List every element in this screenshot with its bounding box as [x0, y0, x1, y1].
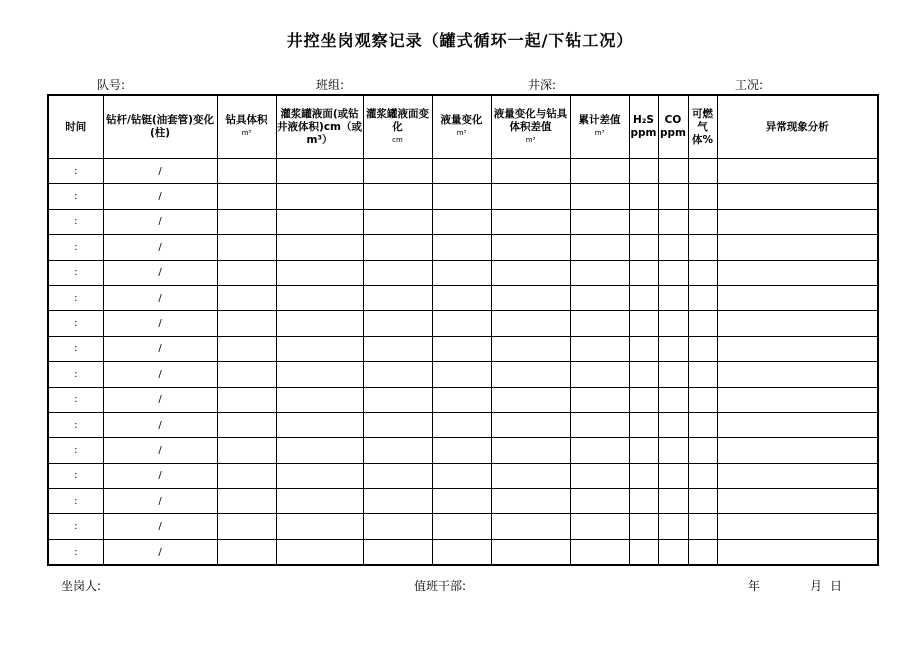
table-cell[interactable] — [717, 412, 878, 437]
table-cell[interactable] — [629, 362, 658, 387]
table-cell[interactable] — [432, 387, 491, 412]
table-cell[interactable] — [658, 260, 688, 285]
table-cell[interactable]: : — [48, 489, 103, 514]
table-cell[interactable] — [629, 387, 658, 412]
table-cell[interactable] — [217, 285, 276, 310]
cadre-label: 值班干部: — [414, 579, 467, 593]
table-cell[interactable] — [363, 235, 432, 260]
table-cell[interactable] — [629, 438, 658, 463]
table-cell[interactable] — [276, 489, 363, 514]
table-cell[interactable] — [629, 209, 658, 234]
table-cell[interactable]: : — [48, 235, 103, 260]
table-cell[interactable] — [276, 539, 363, 565]
table-cell[interactable] — [658, 285, 688, 310]
table-cell[interactable] — [491, 387, 570, 412]
table-cell[interactable]: / — [103, 438, 217, 463]
table-cell[interactable] — [432, 260, 491, 285]
table-cell[interactable]: : — [48, 285, 103, 310]
table-cell[interactable] — [217, 387, 276, 412]
table-cell[interactable]: : — [48, 184, 103, 209]
table-cell[interactable] — [217, 260, 276, 285]
table-cell[interactable] — [688, 184, 717, 209]
table-cell[interactable] — [432, 362, 491, 387]
table-cell[interactable] — [363, 387, 432, 412]
table-cell[interactable] — [570, 235, 629, 260]
table-cell[interactable] — [570, 539, 629, 565]
table-cell[interactable] — [432, 285, 491, 310]
table-cell[interactable] — [217, 514, 276, 539]
table-cell[interactable]: : — [48, 514, 103, 539]
table-cell[interactable] — [629, 539, 658, 565]
col-co: CO ppm — [658, 95, 688, 159]
table-cell[interactable] — [658, 463, 688, 488]
table-cell[interactable] — [217, 184, 276, 209]
table-cell[interactable] — [276, 285, 363, 310]
table-cell[interactable] — [491, 463, 570, 488]
table-cell[interactable]: : — [48, 209, 103, 234]
table-cell[interactable] — [276, 209, 363, 234]
table-row — [48, 285, 878, 310]
table-cell[interactable] — [570, 184, 629, 209]
table-cell[interactable] — [658, 489, 688, 514]
table-cell[interactable] — [432, 336, 491, 361]
table-cell[interactable] — [217, 235, 276, 260]
table-cell[interactable] — [658, 438, 688, 463]
table-cell[interactable] — [491, 412, 570, 437]
month-label: 月 — [810, 579, 823, 593]
table-cell[interactable] — [717, 489, 878, 514]
table-cell[interactable]: / — [103, 311, 217, 336]
table-cell[interactable] — [688, 336, 717, 361]
table-cell[interactable]: / — [103, 489, 217, 514]
table-cell[interactable] — [658, 209, 688, 234]
table-cell[interactable] — [688, 489, 717, 514]
table-cell[interactable] — [570, 285, 629, 310]
table-cell[interactable]: / — [103, 209, 217, 234]
table-cell[interactable]: / — [103, 539, 217, 565]
table-cell[interactable] — [717, 514, 878, 539]
table-cell[interactable] — [658, 362, 688, 387]
table-cell[interactable] — [570, 489, 629, 514]
table-cell[interactable] — [491, 209, 570, 234]
table-cell[interactable] — [363, 209, 432, 234]
table-cell[interactable] — [688, 235, 717, 260]
table-cell[interactable] — [363, 438, 432, 463]
table-cell[interactable] — [658, 159, 688, 184]
table-cell[interactable] — [570, 463, 629, 488]
condition-label: 工况: — [735, 78, 764, 92]
table-cell[interactable] — [688, 260, 717, 285]
col-h2s: H₂S ppm — [629, 95, 658, 159]
table-cell[interactable] — [432, 184, 491, 209]
watcher-label: 坐岗人: — [61, 579, 102, 593]
col-pipe-change: 钻杆/钻铤(油套管)变化(柱) — [103, 95, 217, 159]
table-cell[interactable] — [658, 412, 688, 437]
table-cell[interactable]: / — [103, 184, 217, 209]
table-cell[interactable] — [570, 387, 629, 412]
table-cell[interactable] — [491, 489, 570, 514]
table-cell[interactable]: / — [103, 387, 217, 412]
table-cell[interactable]: : — [48, 539, 103, 565]
table-cell[interactable] — [717, 539, 878, 565]
table-row — [48, 438, 878, 463]
table-cell[interactable] — [717, 387, 878, 412]
table-cell[interactable] — [276, 438, 363, 463]
table-cell[interactable] — [629, 336, 658, 361]
group-label: 班组: — [316, 78, 345, 92]
table-row — [48, 311, 878, 336]
table-cell[interactable] — [217, 336, 276, 361]
table-row — [48, 539, 878, 565]
table-cell[interactable]: / — [103, 412, 217, 437]
table-cell[interactable] — [432, 209, 491, 234]
table-cell[interactable] — [432, 514, 491, 539]
table-cell[interactable]: / — [103, 260, 217, 285]
table-cell[interactable] — [432, 159, 491, 184]
depth-label: 井深: — [528, 78, 557, 92]
table-cell[interactable] — [363, 260, 432, 285]
table-cell[interactable] — [491, 184, 570, 209]
table-cell[interactable] — [276, 184, 363, 209]
table-cell[interactable] — [658, 539, 688, 565]
table-cell[interactable] — [363, 159, 432, 184]
table-cell[interactable]: / — [103, 235, 217, 260]
table-cell[interactable] — [570, 209, 629, 234]
table-cell[interactable] — [570, 260, 629, 285]
col-tool-volume: 钻具体积 m³ — [217, 95, 276, 159]
table-row — [48, 260, 878, 285]
table-cell[interactable]: : — [48, 362, 103, 387]
table-cell[interactable] — [717, 159, 878, 184]
table-cell[interactable] — [217, 489, 276, 514]
table-cell[interactable]: : — [48, 260, 103, 285]
table-cell[interactable] — [363, 184, 432, 209]
table-cell[interactable] — [432, 489, 491, 514]
table-cell[interactable] — [717, 311, 878, 336]
table-cell[interactable] — [570, 336, 629, 361]
table-cell[interactable] — [363, 285, 432, 310]
col-combustible-gas: 可燃气体% — [688, 95, 717, 159]
table-cell[interactable]: / — [103, 463, 217, 488]
table-cell[interactable] — [717, 463, 878, 488]
year-label: 年 — [748, 579, 761, 593]
table-cell[interactable] — [629, 285, 658, 310]
table-cell[interactable]: / — [103, 336, 217, 361]
table-cell[interactable] — [717, 209, 878, 234]
table-cell[interactable] — [432, 539, 491, 565]
table-row — [48, 159, 878, 184]
table-cell[interactable]: / — [103, 362, 217, 387]
table-cell[interactable] — [432, 235, 491, 260]
table-cell[interactable] — [276, 412, 363, 437]
table-cell[interactable] — [217, 311, 276, 336]
table-cell[interactable] — [276, 514, 363, 539]
table-cell[interactable] — [658, 184, 688, 209]
table-row — [48, 336, 878, 361]
table-cell[interactable] — [570, 514, 629, 539]
table-cell[interactable] — [629, 489, 658, 514]
table-cell[interactable] — [276, 159, 363, 184]
table-cell[interactable]: : — [48, 438, 103, 463]
table-cell[interactable] — [491, 235, 570, 260]
table-cell[interactable] — [491, 336, 570, 361]
table-row — [48, 184, 878, 209]
table-cell[interactable] — [688, 463, 717, 488]
table-cell[interactable] — [217, 463, 276, 488]
table-cell[interactable] — [717, 285, 878, 310]
table-cell[interactable]: / — [103, 285, 217, 310]
table-cell[interactable] — [688, 311, 717, 336]
table-cell[interactable] — [363, 362, 432, 387]
table-cell[interactable] — [717, 336, 878, 361]
table-cell[interactable]: : — [48, 311, 103, 336]
table-row — [48, 489, 878, 514]
table-cell[interactable] — [688, 539, 717, 565]
col-tank-level: 灌浆罐液面(或钻井液体积)cm（或m³） — [276, 95, 363, 159]
table-cell[interactable] — [688, 209, 717, 234]
table-cell[interactable] — [717, 362, 878, 387]
table-cell[interactable]: : — [48, 336, 103, 361]
table-row — [48, 514, 878, 539]
table-row — [48, 412, 878, 437]
table-cell[interactable] — [570, 362, 629, 387]
col-cumulative-diff: 累计差值 m³ — [570, 95, 629, 159]
table-cell[interactable] — [717, 438, 878, 463]
table-cell[interactable] — [432, 311, 491, 336]
table-cell[interactable] — [217, 412, 276, 437]
observation-table — [47, 94, 879, 566]
table-cell[interactable] — [688, 362, 717, 387]
table-cell[interactable] — [276, 463, 363, 488]
table-cell[interactable] — [276, 336, 363, 361]
header-row — [48, 95, 878, 159]
table-cell[interactable]: / — [103, 159, 217, 184]
table-cell[interactable] — [491, 311, 570, 336]
team-label: 队号: — [97, 78, 126, 92]
table-row — [48, 463, 878, 488]
col-time: 时间 — [48, 95, 103, 159]
table-cell[interactable] — [717, 184, 878, 209]
table-cell[interactable] — [688, 159, 717, 184]
table-cell[interactable] — [363, 336, 432, 361]
table-cell[interactable] — [570, 311, 629, 336]
table-cell[interactable] — [629, 412, 658, 437]
table-cell[interactable] — [276, 387, 363, 412]
table-cell[interactable] — [217, 362, 276, 387]
table-cell[interactable] — [276, 260, 363, 285]
table-cell[interactable] — [491, 159, 570, 184]
table-cell[interactable] — [717, 260, 878, 285]
table-cell[interactable] — [570, 438, 629, 463]
table-cell[interactable] — [688, 514, 717, 539]
table-cell[interactable] — [658, 336, 688, 361]
table-cell[interactable] — [658, 387, 688, 412]
table-cell[interactable] — [629, 463, 658, 488]
table-cell[interactable] — [491, 260, 570, 285]
day-label: 日 — [830, 579, 843, 593]
table-row — [48, 387, 878, 412]
table-cell[interactable] — [363, 311, 432, 336]
table-cell[interactable] — [688, 412, 717, 437]
table-cell[interactable] — [432, 412, 491, 437]
table-cell[interactable] — [363, 514, 432, 539]
table-cell[interactable] — [363, 463, 432, 488]
table-cell[interactable] — [432, 438, 491, 463]
table-cell[interactable] — [276, 311, 363, 336]
table-cell[interactable] — [276, 362, 363, 387]
table-cell[interactable] — [688, 438, 717, 463]
table-cell[interactable] — [491, 362, 570, 387]
table-cell[interactable] — [217, 159, 276, 184]
table-cell[interactable] — [432, 463, 491, 488]
table-cell[interactable] — [217, 438, 276, 463]
table-cell[interactable] — [491, 514, 570, 539]
col-volume-change: 液量变化 m³ — [432, 95, 491, 159]
page-title: 井控坐岗观察记录（罐式循环一起/下钻工况） — [286, 31, 634, 50]
table-cell[interactable] — [629, 159, 658, 184]
table-row — [48, 362, 878, 387]
table-cell[interactable] — [629, 184, 658, 209]
table-cell[interactable] — [363, 489, 432, 514]
col-volume-diff: 液量变化与钻具体积差值 m³ — [491, 95, 570, 159]
table-cell[interactable] — [688, 387, 717, 412]
table-cell[interactable] — [363, 412, 432, 437]
table-cell[interactable]: / — [103, 514, 217, 539]
table-cell[interactable] — [217, 539, 276, 565]
table-cell[interactable]: : — [48, 387, 103, 412]
table-cell[interactable] — [491, 438, 570, 463]
table-cell[interactable] — [629, 514, 658, 539]
col-anomaly-analysis: 异常现象分析 — [717, 95, 878, 159]
table-cell[interactable]: : — [48, 159, 103, 184]
table-cell[interactable] — [658, 311, 688, 336]
table-cell[interactable]: : — [48, 463, 103, 488]
table-cell[interactable] — [491, 285, 570, 310]
table-cell[interactable] — [629, 260, 658, 285]
table-cell[interactable] — [217, 209, 276, 234]
table-cell[interactable] — [363, 539, 432, 565]
table-cell[interactable] — [276, 235, 363, 260]
col-tank-level-change: 灌浆罐液面变化 cm — [363, 95, 432, 159]
table-cell[interactable] — [658, 514, 688, 539]
table-cell[interactable] — [570, 412, 629, 437]
table-row — [48, 235, 878, 260]
table-cell[interactable] — [717, 235, 878, 260]
table-cell[interactable] — [570, 159, 629, 184]
table-cell[interactable] — [658, 235, 688, 260]
table-cell[interactable] — [629, 311, 658, 336]
table-cell[interactable] — [629, 235, 658, 260]
table-cell[interactable]: : — [48, 412, 103, 437]
table-cell[interactable] — [688, 285, 717, 310]
table-row — [48, 209, 878, 234]
table-cell[interactable] — [491, 539, 570, 565]
